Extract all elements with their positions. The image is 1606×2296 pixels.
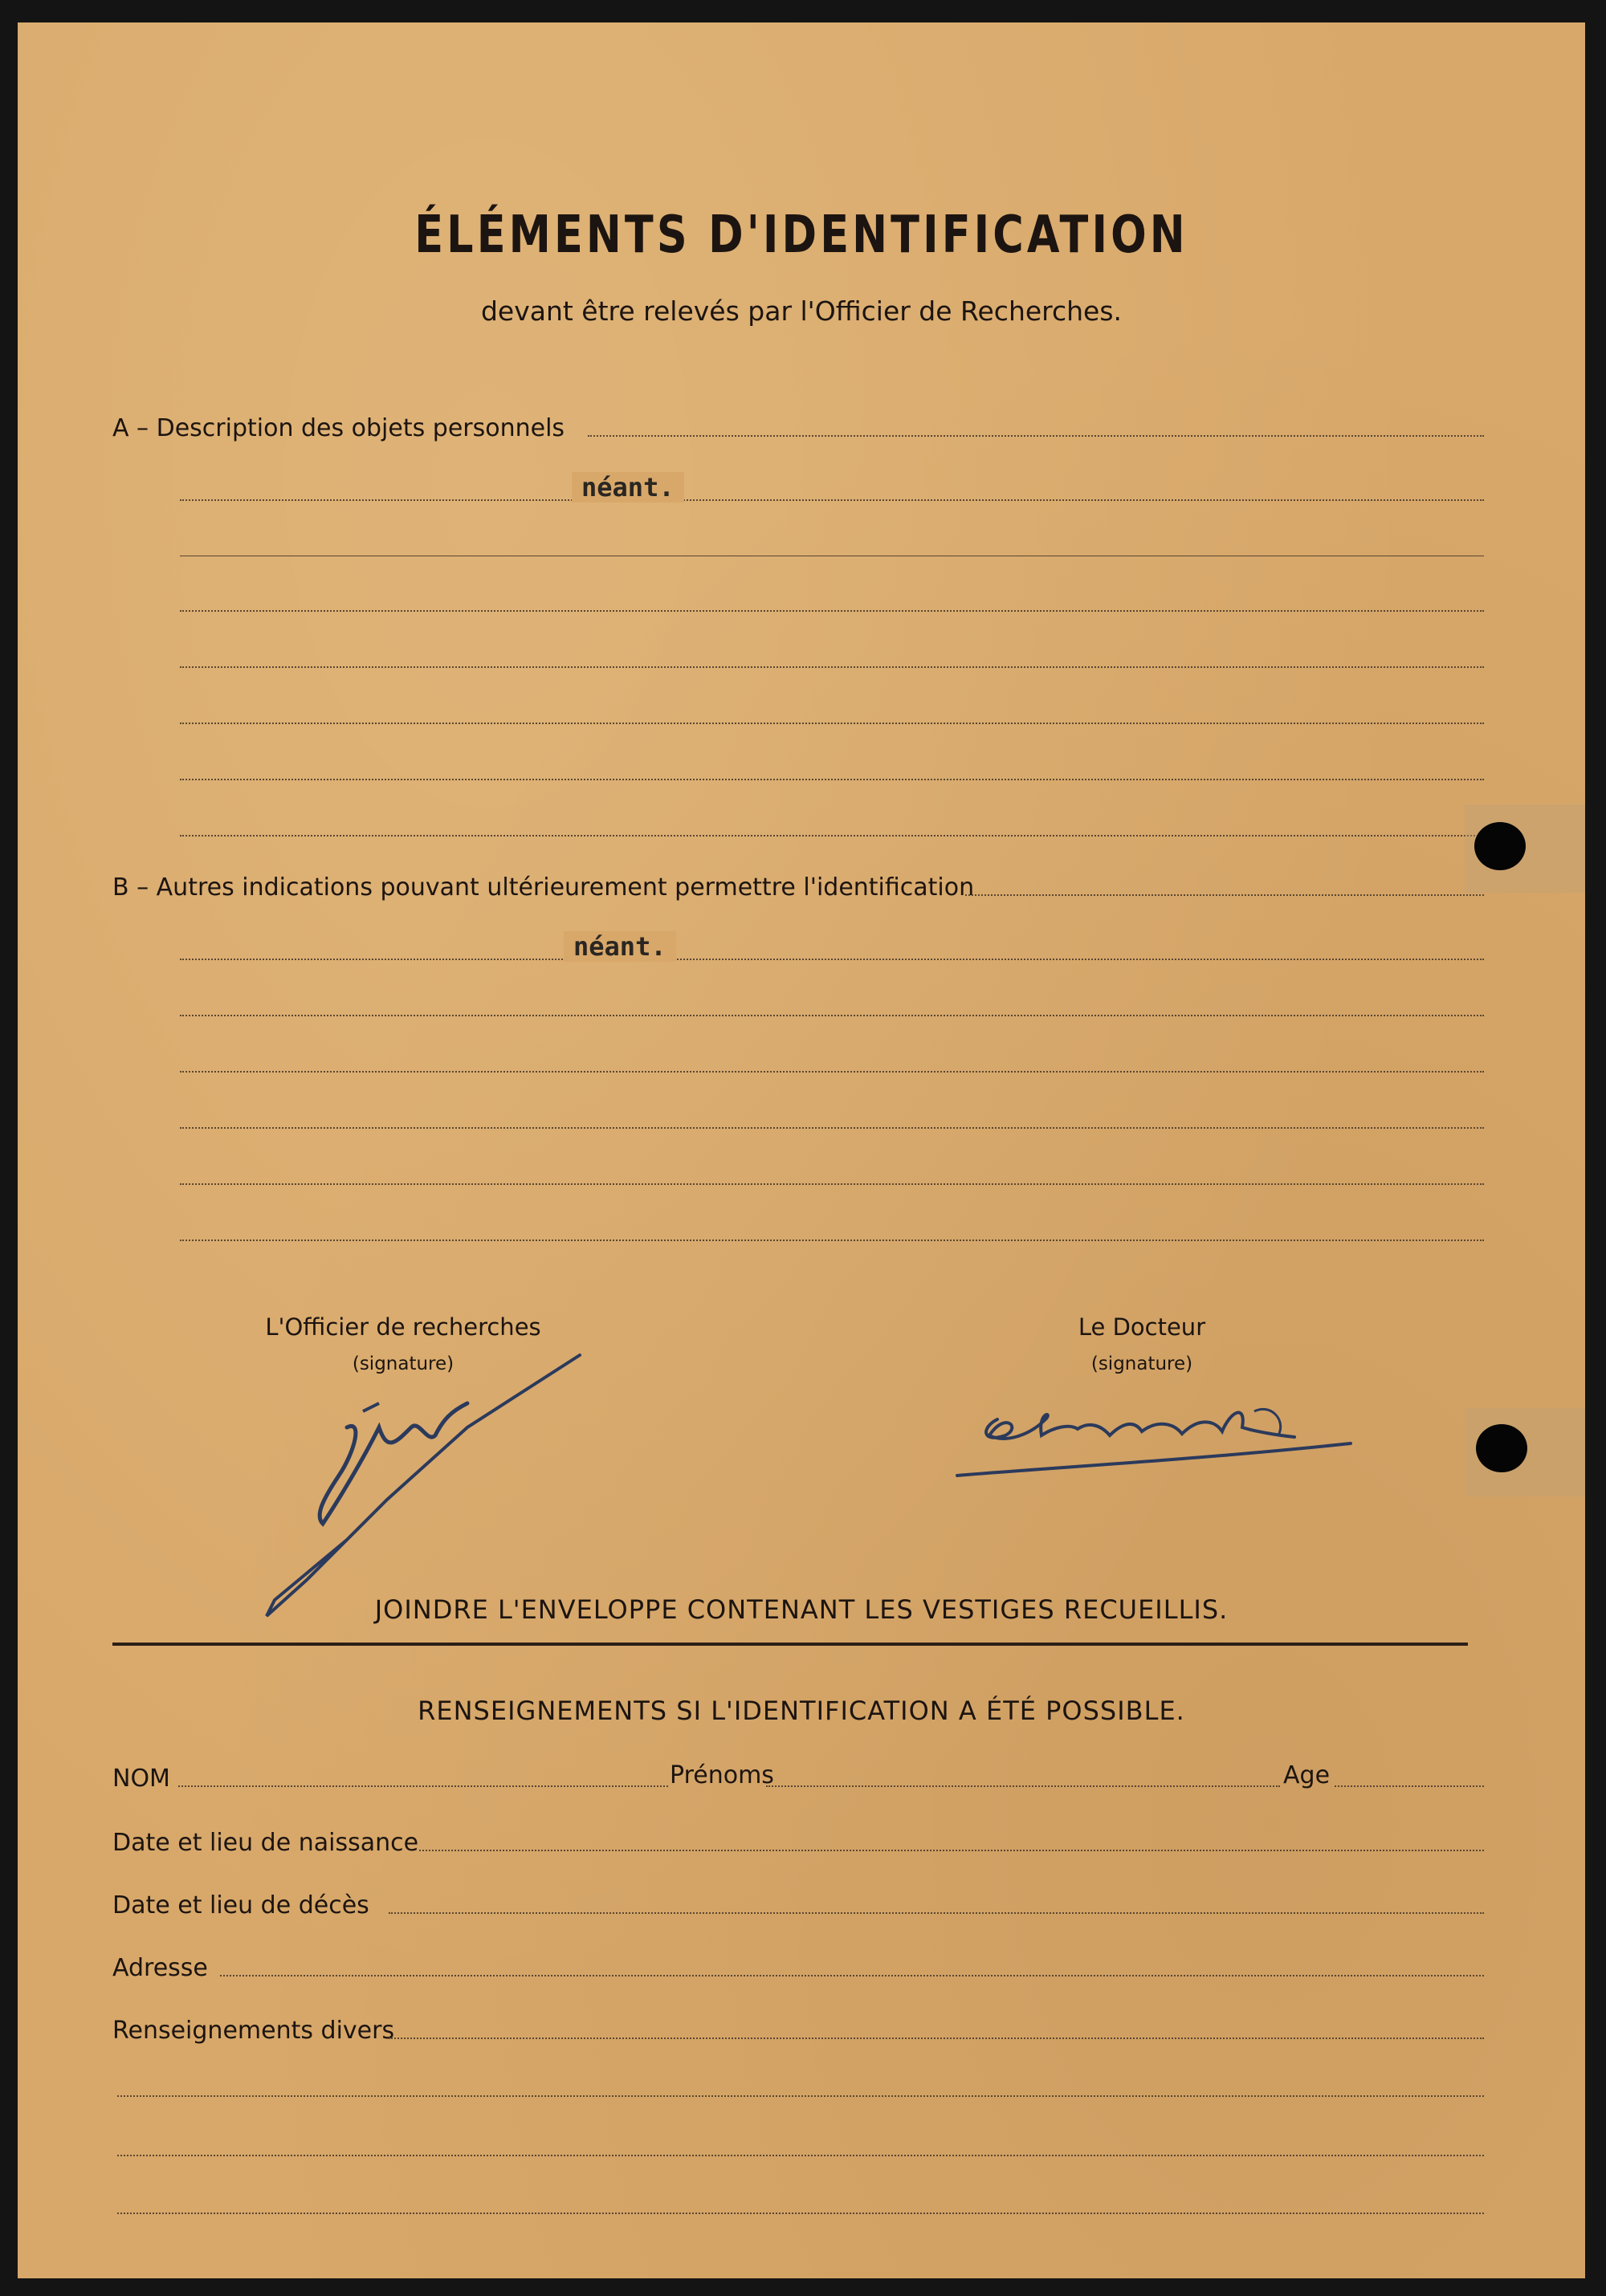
punch-hole-top xyxy=(1474,822,1526,870)
prenoms-label: Prénoms xyxy=(670,1761,774,1789)
identification-heading: RENSEIGNEMENTS SI L'IDENTIFICATION A ÉTÉ POSSIBLE. xyxy=(418,1696,1185,1726)
section-a-typed-value: néant. xyxy=(572,472,684,503)
section-a-line-8 xyxy=(180,835,1484,837)
section-a-line-6 xyxy=(180,723,1484,724)
adresse-label: Adresse xyxy=(112,1954,208,1982)
section-b-line-7 xyxy=(180,1240,1484,1241)
naissance-label: Date et lieu de naissance xyxy=(112,1829,419,1857)
prenoms-field xyxy=(766,1785,1280,1787)
section-divider xyxy=(112,1643,1468,1646)
officer-signature-sub: (signature) xyxy=(352,1354,454,1374)
adresse-field xyxy=(220,1975,1484,1976)
divers-field-4 xyxy=(117,2213,1484,2214)
divers-field-1 xyxy=(389,2037,1484,2039)
form-sheet xyxy=(18,22,1585,2278)
nom-field xyxy=(178,1785,668,1787)
envelope-instruction: JOINDRE L'ENVELOPPE CONTENANT LES VESTIGES RECUEILLIS. xyxy=(374,1594,1229,1625)
officer-signature xyxy=(226,1339,612,1628)
doctor-signature xyxy=(933,1379,1383,1500)
section-a-line-1 xyxy=(588,435,1484,437)
section-b-line-1 xyxy=(965,894,1484,896)
section-a-line-5 xyxy=(180,666,1484,668)
deces-label: Date et lieu de décès xyxy=(112,1891,369,1919)
divers-label: Renseignements divers xyxy=(112,2017,395,2045)
section-a-line-2 xyxy=(180,499,1484,501)
nom-label: NOM xyxy=(112,1765,170,1793)
section-b-typed-value: néant. xyxy=(564,931,676,962)
section-b-line-6 xyxy=(180,1183,1484,1185)
section-a-line-7 xyxy=(180,779,1484,780)
age-label: Age xyxy=(1283,1761,1331,1789)
section-b-label: B – Autres indications pouvant ultérieurement permettre l'identification xyxy=(112,873,975,902)
form-subtitle: devant être relevés par l'Officier de Recherches. xyxy=(480,295,1123,327)
section-a-label: A – Description des objets personnels xyxy=(112,414,565,442)
divers-field-3 xyxy=(117,2155,1484,2156)
age-field xyxy=(1335,1785,1484,1787)
naissance-field xyxy=(419,1850,1484,1851)
section-b-line-4 xyxy=(180,1071,1484,1073)
doctor-signature-label: Le Docteur xyxy=(1078,1313,1206,1341)
deces-field xyxy=(389,1912,1484,1914)
section-a-line-4 xyxy=(180,610,1484,612)
section-b-line-3 xyxy=(180,1015,1484,1016)
section-b-line-5 xyxy=(180,1127,1484,1129)
divers-field-2 xyxy=(117,2095,1484,2097)
form-title: ÉLÉMENTS D'IDENTIFICATION xyxy=(414,206,1188,265)
officer-signature-label: L'Officier de recherches xyxy=(265,1313,541,1341)
section-b-line-2 xyxy=(180,959,1484,960)
punch-hole-bottom xyxy=(1476,1424,1527,1472)
doctor-signature-sub: (signature) xyxy=(1090,1354,1193,1374)
